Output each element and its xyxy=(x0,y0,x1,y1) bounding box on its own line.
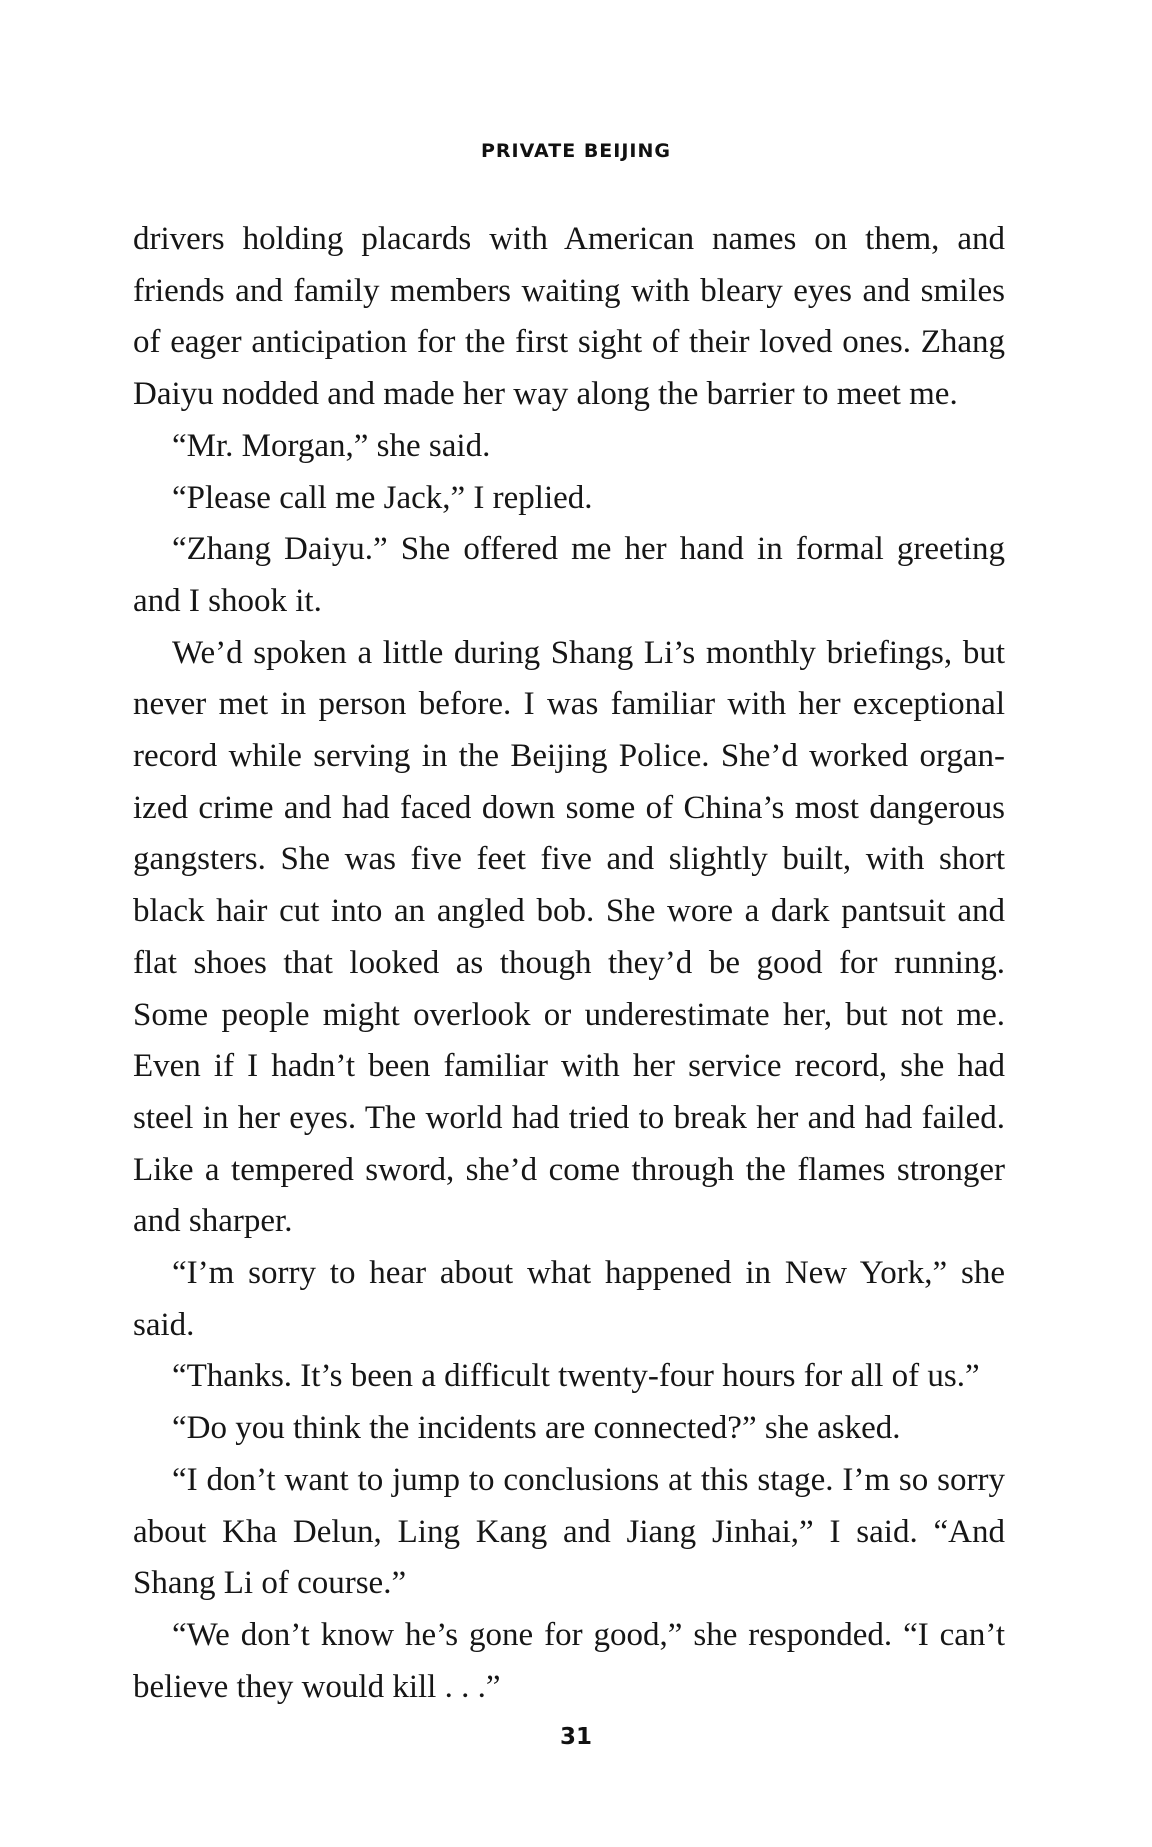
paragraph: “We don’t know he’s gone for good,” she responded. “I can’t believe they would kill . . .” xyxy=(133,1616,1005,1705)
paragraph: “Mr. Morgan,” she said. xyxy=(172,427,491,464)
paragraph: “I’m sorry to hear about what happened in New York,” she said. xyxy=(133,1255,1005,1343)
paragraph: “I don’t want to jump to conclusions at this stage. I’m so sorry about Kha Delun, Ling Kang and Jiang Jinhai,” I said. “And Shang Li of course.” xyxy=(133,1461,1005,1602)
running-head: PRIVATE BEIJING xyxy=(481,140,671,162)
paragraph: “Please call me Jack,” I replied. xyxy=(172,479,593,516)
paragraph: We’d spoken a little during Shang Li’s monthly briefings, but never met in person before. I was familiar with her exceptional record while serving in the Beijing Police. She’d worked organized crime and had faced down some of China’s most dangerous gangsters. She was five feet five and slightly built, with short black hair cut into an angled bob. She wore a dark pantsuit and flat shoes that looked as though they’d be good for running. Some people might overlook or underestimate her, but not me. Even if I hadn’t been familiar with her service record, she had steel in her eyes. The world had tried to break her and had failed. Like a tempered sword, she’d come through the flames stronger and sharper. xyxy=(133,634,1005,1240)
paragraph: “Zhang Daiyu.” She offered me her hand in formal greeting and I shook it. xyxy=(133,531,1005,619)
body-text xyxy=(133,214,1005,1713)
paragraph: “Do you think the incidents are connected?” she asked. xyxy=(172,1410,901,1447)
paragraph: drivers holding placards with American names on them, and friends and family members waiting with bleary eyes and smiles of eager anticipation for the first sight of their loved ones. Zhang Daiyu nodded and made her way along the barrier to meet me. xyxy=(133,221,1005,413)
page-number: 31 xyxy=(559,1724,592,1750)
paragraph: “Thanks. It’s been a difficult twenty-four hours for all of us.” xyxy=(172,1358,980,1395)
